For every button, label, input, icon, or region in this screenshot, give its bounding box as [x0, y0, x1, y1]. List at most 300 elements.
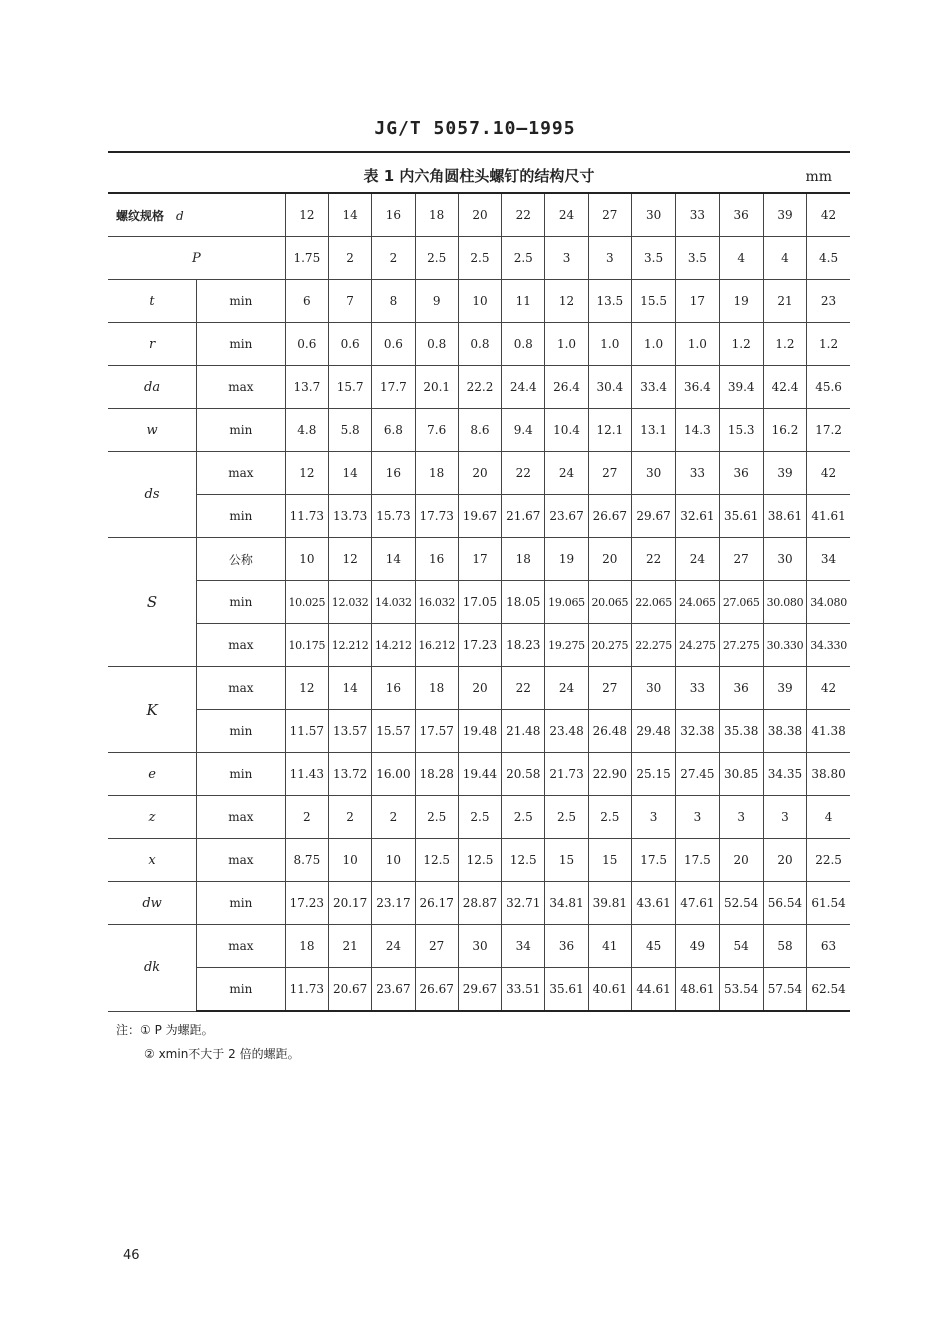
table-cell: 36.4 — [676, 366, 719, 409]
table-row — [108, 237, 850, 280]
table-cell: 5.8 — [328, 409, 371, 452]
table-cell: 36 — [719, 193, 763, 237]
table-cell: 13.5 — [588, 280, 631, 323]
table-cell: 0.6 — [285, 323, 328, 366]
row-symbol: w — [108, 409, 197, 452]
table-cell: 20 — [458, 667, 501, 710]
table-cell: 21.73 — [545, 753, 588, 796]
header-rule — [108, 151, 850, 153]
table-cell: 26.48 — [588, 710, 631, 753]
table-cell: 48.61 — [676, 968, 719, 1012]
row-symbol: z — [108, 796, 197, 839]
table-cell: 3 — [588, 237, 631, 280]
row-qualifier: max — [197, 839, 286, 882]
table-cell: 16.00 — [372, 753, 415, 796]
table-cell: 10.4 — [545, 409, 588, 452]
table-row — [108, 796, 850, 839]
table-cell: 17.23 — [285, 882, 328, 925]
table-cell: 1.2 — [763, 323, 806, 366]
table-cell: 39.81 — [588, 882, 631, 925]
table-cell: 39 — [763, 667, 806, 710]
table-cell: 11.43 — [285, 753, 328, 796]
table-cell: 27.45 — [676, 753, 719, 796]
table-cell: 41 — [588, 925, 631, 968]
table-cell: 26.67 — [415, 968, 458, 1012]
table-cell: 15 — [545, 839, 588, 882]
table-row — [108, 409, 850, 452]
table-cell: 33 — [676, 452, 719, 495]
table-cell: 15.3 — [719, 409, 763, 452]
table-cell: 2.5 — [588, 796, 631, 839]
table-cell: 19.275 — [545, 624, 588, 667]
table-row — [108, 323, 850, 366]
table-row — [108, 925, 850, 968]
table-cell: 3 — [631, 796, 675, 839]
row-qualifier: max — [197, 366, 286, 409]
table-cell: 20.17 — [328, 882, 371, 925]
table-cell: 22.5 — [807, 839, 850, 882]
table-cell: 17.5 — [676, 839, 719, 882]
table-cell: 29.48 — [631, 710, 675, 753]
table-cell: 33 — [676, 193, 719, 237]
table-cell: 57.54 — [763, 968, 806, 1012]
table-cell: 13.72 — [328, 753, 371, 796]
table-cell: 19 — [719, 280, 763, 323]
table-cell: 34.080 — [807, 581, 850, 624]
table-unit: mm — [805, 169, 832, 185]
table-cell: 56.54 — [763, 882, 806, 925]
row-symbol: e — [108, 753, 197, 796]
table-cell: 23.48 — [545, 710, 588, 753]
table-cell: 20 — [719, 839, 763, 882]
table-cell: 0.6 — [328, 323, 371, 366]
table-cell: 33 — [676, 667, 719, 710]
note-1: 注：① P 为螺距。 — [116, 1023, 214, 1037]
table-cell: 27.275 — [719, 624, 763, 667]
row-symbol: t — [108, 280, 197, 323]
row-qualifier: max — [197, 925, 286, 968]
table-cell: 13.1 — [631, 409, 675, 452]
table-row — [108, 624, 850, 667]
table-cell: 30 — [631, 452, 675, 495]
table-cell: 26.17 — [415, 882, 458, 925]
table-caption — [108, 165, 850, 191]
table-cell: 36 — [719, 667, 763, 710]
row-qualifier: max — [197, 667, 286, 710]
table-notes — [116, 1018, 300, 1066]
table-cell: 35.61 — [545, 968, 588, 1012]
row-symbol: dw — [108, 882, 197, 925]
table-cell: 6 — [285, 280, 328, 323]
table-cell: 22 — [502, 452, 545, 495]
table-cell: 2.5 — [502, 237, 545, 280]
table-cell: 1.0 — [676, 323, 719, 366]
table-cell: 25.15 — [631, 753, 675, 796]
table-cell: 19.67 — [458, 495, 501, 538]
row-symbol: ds — [108, 452, 197, 538]
row-qualifier: max — [197, 624, 286, 667]
table-cell: 45 — [631, 925, 675, 968]
table-cell: 16 — [415, 538, 458, 581]
table-cell: 15.7 — [328, 366, 371, 409]
table-cell: 27 — [415, 925, 458, 968]
table-cell: 1.2 — [719, 323, 763, 366]
table-cell: 2 — [372, 237, 415, 280]
table-cell: 32.71 — [502, 882, 545, 925]
table-cell: 0.8 — [458, 323, 501, 366]
table-cell: 33.51 — [502, 968, 545, 1012]
table-cell: 42.4 — [763, 366, 806, 409]
table-cell: 20.1 — [415, 366, 458, 409]
table-cell: 30 — [631, 667, 675, 710]
table-cell: 14 — [328, 667, 371, 710]
table-cell: 14 — [328, 452, 371, 495]
table-cell: 14 — [372, 538, 415, 581]
table-row — [108, 495, 850, 538]
spec-label — [108, 193, 285, 237]
table-cell: 18 — [415, 667, 458, 710]
table-cell: 10 — [328, 839, 371, 882]
table-cell: 2 — [328, 237, 371, 280]
table-cell: 16.2 — [763, 409, 806, 452]
table-title: 表 1 内六角圆柱头螺钉的结构尺寸 — [363, 167, 595, 185]
row-symbol: da — [108, 366, 197, 409]
table-cell: 2.5 — [415, 237, 458, 280]
table-cell: 18.28 — [415, 753, 458, 796]
table-cell: 1.0 — [631, 323, 675, 366]
table-cell: 44.61 — [631, 968, 675, 1012]
table-cell: 14 — [328, 193, 371, 237]
table-cell: 42 — [807, 193, 850, 237]
table-cell: 13.57 — [328, 710, 371, 753]
table-cell: 27 — [719, 538, 763, 581]
table-cell: 38.61 — [763, 495, 806, 538]
table-cell: 47.61 — [676, 882, 719, 925]
table-cell: 38.80 — [807, 753, 850, 796]
table-cell: 12.032 — [328, 581, 371, 624]
table-row — [108, 753, 850, 796]
table-cell: 40.61 — [588, 968, 631, 1012]
table-cell: 43.61 — [631, 882, 675, 925]
table-cell: 3 — [676, 796, 719, 839]
table-row — [108, 882, 850, 925]
table-cell: 8.6 — [458, 409, 501, 452]
table-cell: 24.4 — [502, 366, 545, 409]
table-cell: 11.73 — [285, 968, 328, 1012]
table-cell: 19.48 — [458, 710, 501, 753]
note-2: ② xmin不大于 2 倍的螺距。 — [144, 1047, 300, 1061]
table-cell: 12.5 — [458, 839, 501, 882]
table-cell: 21.48 — [502, 710, 545, 753]
table-cell: 34 — [807, 538, 850, 581]
table-cell: 16.212 — [415, 624, 458, 667]
table-cell: 32.38 — [676, 710, 719, 753]
table-cell: 15 — [588, 839, 631, 882]
table-cell: 63 — [807, 925, 850, 968]
table-cell: 12 — [285, 193, 328, 237]
table-cell: 3 — [545, 237, 588, 280]
table-cell: 22.275 — [631, 624, 675, 667]
table-cell: 1.2 — [807, 323, 850, 366]
row-qualifier: min — [197, 280, 286, 323]
table-cell: 54 — [719, 925, 763, 968]
table-cell: 35.61 — [719, 495, 763, 538]
table-cell: 16 — [372, 667, 415, 710]
table-cell: 26.4 — [545, 366, 588, 409]
table-cell: 17.2 — [807, 409, 850, 452]
table-cell: 17.57 — [415, 710, 458, 753]
table-cell: 1.0 — [588, 323, 631, 366]
table-cell: 21.67 — [502, 495, 545, 538]
table-cell: 24 — [372, 925, 415, 968]
table-cell: 58 — [763, 925, 806, 968]
table-cell: 18 — [502, 538, 545, 581]
table-cell: 24.065 — [676, 581, 719, 624]
table-cell: 12 — [285, 452, 328, 495]
row-qualifier: max — [197, 796, 286, 839]
table-cell: 2.5 — [502, 796, 545, 839]
table-cell: 18.23 — [502, 624, 545, 667]
table-cell: 12.212 — [328, 624, 371, 667]
table-cell: 19.065 — [545, 581, 588, 624]
table-cell: 3 — [763, 796, 806, 839]
table-cell: 10 — [372, 839, 415, 882]
table-cell: 41.38 — [807, 710, 850, 753]
table-cell: 30 — [631, 193, 675, 237]
table-cell: 16 — [372, 193, 415, 237]
table-cell: 12.1 — [588, 409, 631, 452]
table-cell: 22 — [502, 193, 545, 237]
table-cell: 19 — [545, 538, 588, 581]
table-cell: 20 — [458, 193, 501, 237]
row-symbol: K — [108, 667, 197, 753]
table-cell: 11.57 — [285, 710, 328, 753]
table-cell: 30.330 — [763, 624, 806, 667]
table-cell: 24 — [545, 667, 588, 710]
table-cell: 32.61 — [676, 495, 719, 538]
table-row — [108, 538, 850, 581]
row-qualifier: min — [197, 968, 286, 1012]
page-number: 46 — [123, 1248, 140, 1263]
table-cell: 18.05 — [502, 581, 545, 624]
table-cell: 14.032 — [372, 581, 415, 624]
row-qualifier: 公称 — [197, 538, 286, 581]
dimension-table — [108, 192, 850, 1012]
table-cell: 17.05 — [458, 581, 501, 624]
table-row — [108, 968, 850, 1012]
table-cell: 26.67 — [588, 495, 631, 538]
table-cell: 22.90 — [588, 753, 631, 796]
spec-label-text: 螺纹规格 — [116, 208, 165, 223]
table-cell: 34 — [502, 925, 545, 968]
row-symbol: P — [108, 237, 285, 280]
table-row — [108, 667, 850, 710]
table-cell: 3 — [719, 796, 763, 839]
table-cell: 23.67 — [545, 495, 588, 538]
table-cell: 30.4 — [588, 366, 631, 409]
document-header: JG/T 5057.10—1995 — [374, 118, 576, 139]
table-cell: 41.61 — [807, 495, 850, 538]
table-cell: 53.54 — [719, 968, 763, 1012]
table-cell: 2.5 — [458, 237, 501, 280]
table-cell: 10.175 — [285, 624, 328, 667]
table-cell: 12 — [328, 538, 371, 581]
table-cell: 29.67 — [631, 495, 675, 538]
row-symbol: x — [108, 839, 197, 882]
table-cell: 45.6 — [807, 366, 850, 409]
table-cell: 27.065 — [719, 581, 763, 624]
table-cell: 4 — [719, 237, 763, 280]
table-cell: 12 — [285, 667, 328, 710]
table-cell: 16.032 — [415, 581, 458, 624]
table-cell: 18 — [415, 452, 458, 495]
table-cell: 30.080 — [763, 581, 806, 624]
table-cell: 1.0 — [545, 323, 588, 366]
table-cell: 30 — [763, 538, 806, 581]
table-cell: 34.330 — [807, 624, 850, 667]
table-cell: 61.54 — [807, 882, 850, 925]
table-cell: 11 — [502, 280, 545, 323]
table-cell: 9 — [415, 280, 458, 323]
table-cell: 17.7 — [372, 366, 415, 409]
table-cell: 7 — [328, 280, 371, 323]
table-cell: 42 — [807, 667, 850, 710]
table-row — [108, 280, 850, 323]
table-row — [108, 193, 850, 237]
table-cell: 34.35 — [763, 753, 806, 796]
table-cell: 21 — [763, 280, 806, 323]
table-cell: 9.4 — [502, 409, 545, 452]
table-cell: 22.065 — [631, 581, 675, 624]
table-cell: 24 — [676, 538, 719, 581]
table-cell: 39 — [763, 452, 806, 495]
table-cell: 15.73 — [372, 495, 415, 538]
row-symbol: S — [108, 538, 197, 667]
row-symbol: dk — [108, 925, 197, 1012]
table-cell: 27 — [588, 452, 631, 495]
table-cell: 10 — [285, 538, 328, 581]
table-cell: 15.5 — [631, 280, 675, 323]
table-cell: 39.4 — [719, 366, 763, 409]
table-row — [108, 452, 850, 495]
table-cell: 3.5 — [676, 237, 719, 280]
table-cell: 29.67 — [458, 968, 501, 1012]
table-cell: 4.8 — [285, 409, 328, 452]
table-cell: 13.73 — [328, 495, 371, 538]
row-qualifier: min — [197, 495, 286, 538]
table-cell: 62.54 — [807, 968, 850, 1012]
table-row — [108, 710, 850, 753]
table-cell: 49 — [676, 925, 719, 968]
table-cell: 20.065 — [588, 581, 631, 624]
table-cell: 27 — [588, 193, 631, 237]
table-cell: 36 — [719, 452, 763, 495]
table-cell: 20 — [588, 538, 631, 581]
table-cell: 39 — [763, 193, 806, 237]
table-cell: 2.5 — [415, 796, 458, 839]
table-cell: 2 — [328, 796, 371, 839]
table-cell: 17.73 — [415, 495, 458, 538]
table-cell: 22 — [502, 667, 545, 710]
table-cell: 33.4 — [631, 366, 675, 409]
table-cell: 35.38 — [719, 710, 763, 753]
row-qualifier: max — [197, 452, 286, 495]
table-cell: 0.6 — [372, 323, 415, 366]
table-cell: 27 — [588, 667, 631, 710]
table-cell: 7.6 — [415, 409, 458, 452]
table-cell: 8.75 — [285, 839, 328, 882]
table-cell: 22 — [631, 538, 675, 581]
table-cell: 23 — [807, 280, 850, 323]
table-cell: 36 — [545, 925, 588, 968]
row-qualifier: min — [197, 710, 286, 753]
table-cell: 17.5 — [631, 839, 675, 882]
table-cell: 14.212 — [372, 624, 415, 667]
table-cell: 18 — [285, 925, 328, 968]
table-cell: 10 — [458, 280, 501, 323]
table-cell: 0.8 — [415, 323, 458, 366]
table-cell: 4 — [763, 237, 806, 280]
table-cell: 4 — [807, 796, 850, 839]
table-cell: 17.23 — [458, 624, 501, 667]
row-qualifier: min — [197, 882, 286, 925]
table-cell: 15.57 — [372, 710, 415, 753]
table-cell: 20.58 — [502, 753, 545, 796]
row-qualifier: min — [197, 753, 286, 796]
table-cell: 4.5 — [807, 237, 850, 280]
table-cell: 52.54 — [719, 882, 763, 925]
table-cell: 12.5 — [502, 839, 545, 882]
table-cell: 20.275 — [588, 624, 631, 667]
table-row — [108, 366, 850, 409]
table-cell: 3.5 — [631, 237, 675, 280]
table-cell: 14.3 — [676, 409, 719, 452]
table-cell: 13.7 — [285, 366, 328, 409]
table-cell: 21 — [328, 925, 371, 968]
table-cell: 22.2 — [458, 366, 501, 409]
table-cell: 30.85 — [719, 753, 763, 796]
table-cell: 16 — [372, 452, 415, 495]
table-cell: 2 — [372, 796, 415, 839]
table-cell: 1.75 — [285, 237, 328, 280]
table-cell: 23.67 — [372, 968, 415, 1012]
table-cell: 28.87 — [458, 882, 501, 925]
table-cell: 20 — [458, 452, 501, 495]
table-cell: 11.73 — [285, 495, 328, 538]
table-cell: 17 — [676, 280, 719, 323]
table-cell: 20 — [763, 839, 806, 882]
table-row — [108, 581, 850, 624]
table-cell: 6.8 — [372, 409, 415, 452]
row-qualifier: min — [197, 581, 286, 624]
table-cell: 24 — [545, 193, 588, 237]
table-cell: 12.5 — [415, 839, 458, 882]
table-cell: 0.8 — [502, 323, 545, 366]
table-cell: 23.17 — [372, 882, 415, 925]
row-symbol: r — [108, 323, 197, 366]
table-cell: 42 — [807, 452, 850, 495]
table-cell: 2.5 — [545, 796, 588, 839]
table-cell: 24 — [545, 452, 588, 495]
table-cell: 2.5 — [458, 796, 501, 839]
table-cell: 30 — [458, 925, 501, 968]
spec-symbol: d — [176, 208, 184, 223]
table-row — [108, 839, 850, 882]
table-cell: 34.81 — [545, 882, 588, 925]
row-qualifier: min — [197, 409, 286, 452]
table-cell: 8 — [372, 280, 415, 323]
table-cell: 19.44 — [458, 753, 501, 796]
